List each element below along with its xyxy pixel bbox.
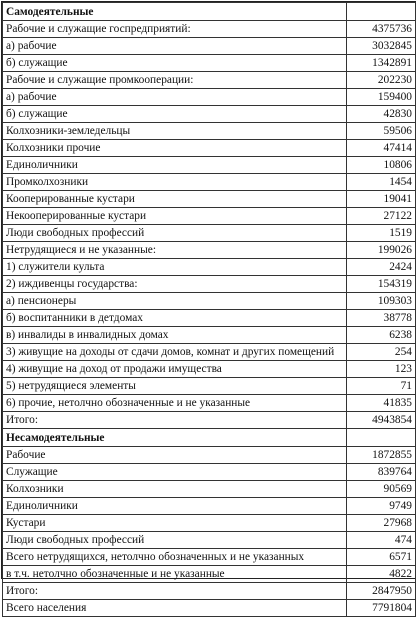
row-value: 38778: [347, 310, 416, 327]
row-label: Кустари: [3, 515, 347, 532]
row-value: 202230: [347, 72, 416, 89]
row-value: 19041: [347, 191, 416, 208]
table-row: [3, 395, 416, 412]
row-value: 9749: [347, 498, 416, 515]
row-value: 474: [347, 532, 416, 549]
row-label: Итого:: [3, 412, 347, 429]
row-label: б) служащие: [3, 55, 347, 72]
row-label: Промколхозники: [3, 174, 347, 191]
row-label: 1) служители культа: [3, 259, 347, 276]
table-row: [3, 293, 416, 310]
row-value: 839764: [347, 464, 416, 481]
table-row: [3, 515, 416, 532]
row-value: 59506: [347, 123, 416, 140]
section-header-row: [3, 3, 416, 21]
row-value: 2424: [347, 259, 416, 276]
row-label: Всего населения: [3, 600, 347, 617]
population-table-sheet: [1, 1, 416, 614]
table-row: [3, 191, 416, 208]
table-row: [3, 498, 416, 515]
row-label: Кооперированные кустари: [3, 191, 347, 208]
row-label: Люди свободных профессий: [3, 225, 347, 242]
table-row: [3, 89, 416, 106]
row-label: 5) нетрудящиеся элементы: [3, 378, 347, 395]
row-label: Итого:: [3, 583, 347, 600]
row-label: 2) иждивенцы государства:: [3, 276, 347, 293]
row-label: Служащие: [3, 464, 347, 481]
table-row: [3, 583, 416, 600]
row-label: Всего нетрудящихся, нетолчно обозначенных и не указанных: [3, 549, 347, 566]
row-label: Колхозники прочие: [3, 140, 347, 157]
row-label: Колхозники: [3, 481, 347, 498]
row-label: Нетрудящиеся и не указанные:: [3, 242, 347, 259]
row-label: Люди свободных профессий: [3, 532, 347, 549]
row-value: 41835: [347, 395, 416, 412]
row-label: Некооперированные кустари: [3, 208, 347, 225]
row-value: 71: [347, 378, 416, 395]
row-label: в т.ч. нетолчно обозначенные и не указанные: [3, 566, 347, 583]
row-value: 42830: [347, 106, 416, 123]
section-header-row: [3, 429, 416, 447]
row-value: 2847950: [347, 583, 416, 600]
row-value: 1519: [347, 225, 416, 242]
row-value: 199026: [347, 242, 416, 259]
row-value: 7791804: [347, 600, 416, 617]
row-value: 159400: [347, 89, 416, 106]
row-value: 1454: [347, 174, 416, 191]
row-value: 6571: [347, 549, 416, 566]
table-row: [3, 157, 416, 174]
row-value: 123: [347, 361, 416, 378]
table-row: [3, 208, 416, 225]
row-label: Рабочие и служащие госпредприятий:: [3, 21, 347, 38]
row-label: 4) живущие на доход от продажи имущества: [3, 361, 347, 378]
table-row: [3, 532, 416, 549]
table-row: [3, 549, 416, 566]
row-value: 254: [347, 344, 416, 361]
section-title: Несамодеятельные: [3, 429, 347, 447]
section-title: Самодеятельные: [3, 3, 347, 21]
row-value: 47414: [347, 140, 416, 157]
table-row: [3, 140, 416, 157]
table-row: [3, 72, 416, 89]
row-value: 1872855: [347, 447, 416, 464]
table-row: [3, 600, 416, 617]
row-label: Единоличники: [3, 157, 347, 174]
table-row: [3, 378, 416, 395]
row-value: 4375736: [347, 21, 416, 38]
row-label: а) рабочие: [3, 38, 347, 55]
population-table-body: [3, 3, 416, 617]
row-value: 27968: [347, 515, 416, 532]
row-label: в) инвалиды в инвалидных домах: [3, 327, 347, 344]
row-value: 10806: [347, 157, 416, 174]
row-value: 109303: [347, 293, 416, 310]
row-label: а) рабочие: [3, 89, 347, 106]
population-table: [2, 2, 416, 617]
table-row: [3, 310, 416, 327]
row-value: 4822: [347, 566, 416, 583]
table-row: [3, 412, 416, 429]
row-label: Колхозники-земледельцы: [3, 123, 347, 140]
table-row: [3, 566, 416, 583]
table-row: [3, 259, 416, 276]
row-value: 27122: [347, 208, 416, 225]
table-row: [3, 344, 416, 361]
table-row: [3, 327, 416, 344]
row-label: б) воспитанники в детдомах: [3, 310, 347, 327]
row-value: 4943854: [347, 412, 416, 429]
row-label: 6) прочие, нетолчно обозначенные и не указанные: [3, 395, 347, 412]
row-label: а) пенсионеры: [3, 293, 347, 310]
row-label: Рабочие и служащие промкооперации:: [3, 72, 347, 89]
row-value: 6238: [347, 327, 416, 344]
row-value: 154319: [347, 276, 416, 293]
row-label: Единоличники: [3, 498, 347, 515]
table-row: [3, 123, 416, 140]
row-value: 90569: [347, 481, 416, 498]
row-value: 3032845: [347, 38, 416, 55]
table-row: [3, 55, 416, 72]
table-row: [3, 464, 416, 481]
row-value: 1342891: [347, 55, 416, 72]
table-row: [3, 174, 416, 191]
section-header-empty-cell: [347, 429, 416, 447]
table-row: [3, 225, 416, 242]
table-row: [3, 481, 416, 498]
table-row: [3, 38, 416, 55]
section-header-empty-cell: [347, 3, 416, 21]
table-row: [3, 276, 416, 293]
table-row: [3, 447, 416, 464]
row-label: 3) живущие на доходы от сдачи домов, комнат и других помещений: [3, 344, 347, 361]
table-row: [3, 21, 416, 38]
table-row: [3, 106, 416, 123]
row-label: б) служащие: [3, 106, 347, 123]
row-label: Рабочие: [3, 447, 347, 464]
table-row: [3, 242, 416, 259]
table-row: [3, 361, 416, 378]
